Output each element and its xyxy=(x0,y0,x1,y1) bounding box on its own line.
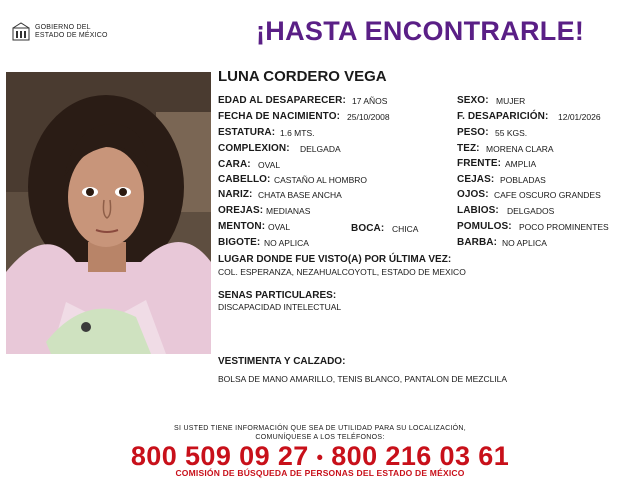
hair-label: CABELLO: xyxy=(218,174,271,185)
weight-value: 55 KGS. xyxy=(495,128,528,138)
chin-value: OVAL xyxy=(268,222,291,232)
gov-line-2: ESTADO DE MÉXICO xyxy=(35,32,108,39)
mouth-label: BOCA: xyxy=(351,223,385,234)
eyebrows-value: POBLADAS xyxy=(500,175,546,185)
ears-value: MEDIANAS xyxy=(266,206,311,216)
weight-label: PESO: xyxy=(457,127,489,138)
eyebrows-label: CEJAS: xyxy=(457,174,495,185)
complexion-value: MORENA CLARA xyxy=(486,144,554,154)
birthdate-value: 25/10/2008 xyxy=(347,112,390,122)
state-emblem-icon xyxy=(11,22,31,42)
clothing-label: VESTIMENTA Y CALZADO: xyxy=(218,356,346,367)
headline: ¡HASTA ENCONTRARLE! xyxy=(256,16,585,46)
disappearance-date-value: 12/01/2026 xyxy=(558,112,601,122)
phone-separator: • xyxy=(316,447,324,468)
hair-value: CASTAÑO AL HOMBRO xyxy=(274,175,368,185)
birthdate-label: FECHA DE NACIMIENTO: xyxy=(218,111,340,122)
mustache-label: BIGOTE: xyxy=(218,237,261,248)
age-value: 17 AÑOS xyxy=(352,96,388,106)
eyes-value: CAFE OSCURO GRANDES xyxy=(494,190,601,200)
nose-value: CHATA BASE ANCHA xyxy=(258,190,342,200)
person-name: LUNA CORDERO VEGA xyxy=(218,68,387,85)
government-logo xyxy=(11,22,108,42)
disappearance-date-label: F. DESAPARICIÓN: xyxy=(457,111,549,122)
mustache-value: NO APLICA xyxy=(264,238,309,248)
person-photo xyxy=(6,72,211,354)
height-label: ESTATURA: xyxy=(218,127,276,138)
age-label: EDAD AL DESAPARECER: xyxy=(218,95,346,106)
ears-label: OREJAS: xyxy=(218,205,264,216)
last-seen-value: COL. ESPERANZA, NEZAHUALCOYOTL, ESTADO DE MEXICO xyxy=(218,267,466,277)
build-label: COMPLEXION: xyxy=(218,143,290,154)
build-value: DELGADA xyxy=(300,144,341,154)
lips-value: DELGADOS xyxy=(507,206,555,216)
forehead-value: AMPLIA xyxy=(505,159,537,169)
phone-number-2[interactable]: 800 216 03 61 xyxy=(331,441,510,471)
lips-label: LABIOS: xyxy=(457,205,499,216)
marks-label: SENAS PARTICULARES: xyxy=(218,290,337,301)
clothing-value: BOLSA DE MANO AMARILLO, TENIS BLANCO, PANTALON DE MEZCLILA xyxy=(218,374,508,384)
mouth-value: CHICA xyxy=(392,224,419,234)
beard-value: NO APLICA xyxy=(502,238,547,248)
forehead-label: FRENTE: xyxy=(457,158,502,169)
cheekbones-label: POMULOS: xyxy=(457,221,512,232)
complexion-label: TEZ: xyxy=(457,143,480,154)
face-value: OVAL xyxy=(258,160,281,170)
eyes-label: OJOS: xyxy=(457,189,489,200)
phone-number-1[interactable]: 800 509 09 27 xyxy=(130,441,309,471)
gov-line-1: GOBIERNO DEL xyxy=(35,24,91,31)
height-value: 1.6 MTS. xyxy=(280,128,315,138)
contact-line-1: SI USTED TIENE INFORMACIÓN QUE SEA DE UTILIDAD PARA SU LOCALIZACIÓN, xyxy=(173,425,467,432)
nose-label: NARIZ: xyxy=(218,189,253,200)
sex-value: MUJER xyxy=(496,96,526,106)
beard-label: BARBA: xyxy=(457,237,498,248)
cheekbones-value: POCO PROMINENTES xyxy=(519,222,609,232)
sex-label: SEXO: xyxy=(457,95,489,106)
commission-name: COMISIÓN DE BÚSQUEDA DE PERSONAS DEL ESTADO DE MÉXICO xyxy=(175,468,465,478)
last-seen-label: LUGAR DONDE FUE VISTO(A) POR ÚLTIMA VEZ: xyxy=(218,254,452,265)
contact-line-2: COMUNÍQUESE A LOS TELÉFONOS: xyxy=(255,434,385,441)
face-label: CARA: xyxy=(218,159,251,170)
marks-value: DISCAPACIDAD INTELECTUAL xyxy=(218,302,342,312)
chin-label: MENTON: xyxy=(218,221,266,232)
